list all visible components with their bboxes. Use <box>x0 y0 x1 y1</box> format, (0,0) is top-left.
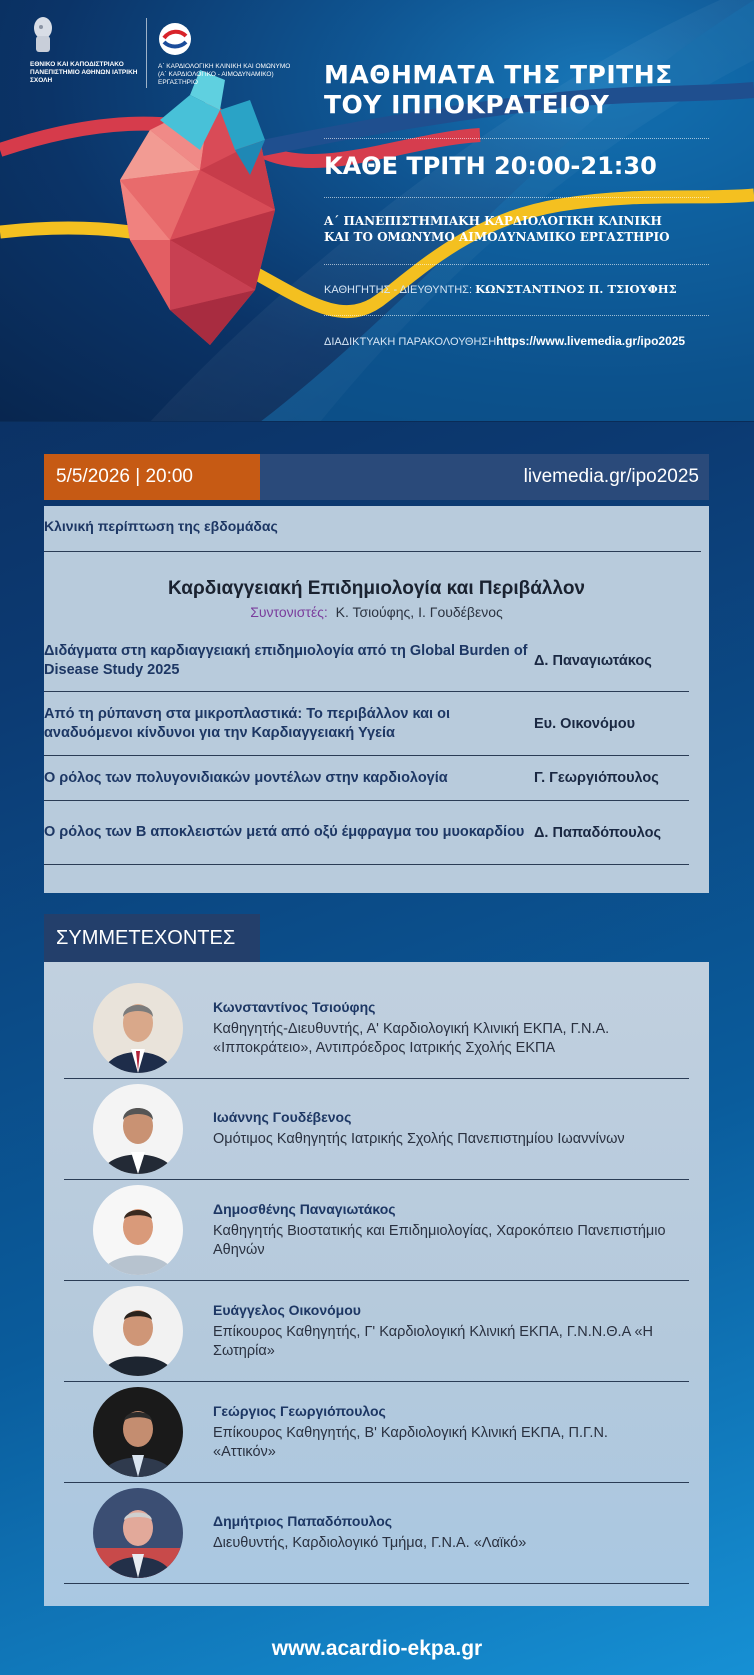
participant-name: Δημοσθένης Παναγιωτάκος <box>213 1200 396 1217</box>
talk-title: Ο ρόλος των πολυγονιδιακών μοντέλων στην καρδιολογία <box>44 769 448 786</box>
talk-speaker: Δ. Παπαδόπουλος <box>534 824 662 841</box>
participant-card <box>64 1483 689 1584</box>
participant-name: Γεώργιος Γεωργιόπουλος <box>213 1402 386 1419</box>
participant-card <box>64 1180 689 1281</box>
participant-card <box>64 978 689 1079</box>
talk-row <box>44 630 689 692</box>
participant-role: Καθηγητής Βιοστατικής και Επιδημιολογίας, Χαροκόπειο Πανεπιστήμιο Αθηνών <box>213 1222 666 1258</box>
avatar <box>93 1084 183 1174</box>
participant-role: Επίκουρος Καθηγητής, Β' Καρδιολογική Κλινική ΕΚΠΑ, Π.Γ.Ν. «Αττικόν» <box>213 1424 608 1460</box>
program-section <box>44 454 709 893</box>
logo-divider <box>146 18 147 88</box>
livestream-link[interactable]: https://www.livemedia.gr/ipo2025 <box>496 334 686 348</box>
divider <box>324 138 709 139</box>
talk-list <box>44 630 689 865</box>
participant-name: Κωνσταντίνος Τσιούφης <box>213 998 376 1015</box>
program-header-bar <box>44 454 709 500</box>
talk-title: Ο ρόλος των Β αποκλειστών μετά από οξύ έμφραγμα του μυοκαρδίου <box>44 824 525 840</box>
participant-card <box>64 1079 689 1180</box>
talk-title: Από τη ρύπανση στα μικροπλαστικά: Το περιβάλλον και οι αναδυόμενοι κίνδυνοι για την Καρδιαγγειακή Υγεία <box>44 705 450 741</box>
divider <box>324 264 709 265</box>
clinic-logo-text: Α΄ ΚΑΡΔΙΟΛΟΓΙΚΗ ΚΛΙΝΙΚΗ ΚΑΙ ΟΜΩΝΥΜΟ (Α΄ ΚΑΡΔΙΟΛΟΓΙΚΟ - ΑΙΜΟΔΥΝΑΜΙΚΟ) ΕΡΓΑΣΤΗΡΙΟ <box>158 63 291 86</box>
director: ΚΑΘΗΓΗΤΗΣ - ΔΙΕΥΘΥΝΤΗΣ: ΚΩΝΣΤΑΝΤΙΝΟΣ Π. ΤΣΙΟΥΦΗΣ <box>324 282 677 296</box>
participant-role: Επίκουρος Καθηγητής, Γ' Καρδιολογική Κλινική ΕΚΠΑ, Γ.Ν.Ν.Θ.Α «Η Σωτηρία» <box>213 1323 654 1359</box>
schedule: ΚΑΘΕ ΤΡΙΤΗ 20:00-21:30 <box>324 152 657 180</box>
session-date: 5/5/2026 | 20:00 <box>44 454 260 500</box>
avatar <box>93 1387 183 1477</box>
session-title: Καρδιαγγειακή Επιδημιολογία και Περιβάλλον <box>168 578 585 599</box>
series-title: ΜΑΘΗΜΑΤΑ ΤΗΣ ΤΡΙΤΗΣ ΤΟΥ ΙΠΠΟΚΡΑΤΕΙΟΥ <box>324 60 673 119</box>
talk-row <box>44 756 689 801</box>
participant-card <box>64 1281 689 1382</box>
athena-crest-icon <box>30 16 56 54</box>
talk-speaker: Γ. Γεωργιόπουλος <box>534 770 659 786</box>
university-name: ΕΘΝΙΚΟ ΚΑΙ ΚΑΠΟΔΙΣΤΡΙΑΚΟ ΠΑΝΕΠΙΣΤΗΜΙΟ ΑΘΗΝΩΝ ΙΑΤΡΙΚΗ ΣΧΟΛΗ <box>30 61 138 84</box>
talk-speaker: Δ. Παναγιωτάκος <box>534 652 652 669</box>
clinic-logo <box>158 22 298 87</box>
participant-name: Δημήτριος Παπαδόπουλος <box>213 1513 393 1529</box>
clinic-heart-logo-icon <box>158 22 192 56</box>
avatar <box>93 1488 183 1578</box>
avatar <box>93 983 183 1073</box>
program-body <box>44 506 709 893</box>
talk-row <box>44 801 689 865</box>
talk-speaker: Ευ. Οικονόμου <box>534 715 636 732</box>
participants-heading: ΣΥΜΜΕΤΕΧΟΝΤΕΣ <box>44 914 260 962</box>
heart-shape <box>120 70 275 345</box>
organizer: Α΄ ΠΑΝΕΠΙΣΤΗΜΙΑΚΗ ΚΑΡΔΙΟΛΟΓΙΚΗ ΚΛΙΝΙΚΗ ΚΑΙ ΤΟ ΟΜΩΝΥΜΟ ΑΙΜΟΔΥΝΑΜΙΚΟ ΕΡΓΑΣΤΗΡΙΟ <box>324 214 670 244</box>
participant-role: Ομότιμος Καθηγητής Ιατρικής Σχολής Πανεπιστημίου Ιωαννίνων <box>213 1131 625 1147</box>
website-link[interactable]: www.acardio-ekpa.gr <box>271 1637 483 1660</box>
participant-role: Καθηγητής-Διευθυντής, Α' Καρδιολογική Κλινική ΕΚΠΑ, Γ.Ν.Α. «Ιπποκράτειο», Αντιπρόεδρος Ιατρικής Σχολής ΕΚΠΑ <box>213 1020 610 1056</box>
online-access: ΔΙΑΔΙΚΤΥΑΚΗ ΠΑΡΑΚΟΛΟΥΘΗΣΗhttps://www.livemedia.gr/ipo2025 <box>324 334 686 348</box>
participants-list <box>44 962 709 1606</box>
event-banner <box>0 0 754 422</box>
avatar <box>93 1286 183 1376</box>
divider <box>324 197 709 198</box>
program-url-link[interactable]: livemedia.gr/ipo2025 <box>523 466 699 487</box>
case-of-week: Κλινική περίπτωση της εβδομάδας <box>44 506 701 552</box>
participants-section <box>44 914 709 1606</box>
talk-title: Διδάγματα στη καρδιαγγειακή επιδημιολογία από τη Global Burden of Disease Study 2025 <box>44 642 528 678</box>
participant-role: Διευθυντής, Καρδιολογικό Τμήμα, Γ.Ν.Α. «Λαϊκό» <box>213 1535 527 1551</box>
participant-name: Ιωάννης Γουδέβενος <box>213 1109 352 1125</box>
participant-name: Ευάγγελος Οικονόμου <box>213 1301 361 1318</box>
participant-card <box>64 1382 689 1483</box>
avatar <box>93 1185 183 1275</box>
university-logo <box>30 16 150 85</box>
divider <box>324 315 709 316</box>
coordinators: Συντονιστές: Κ. Τσιούφης, Ι. Γουδέβενος <box>250 604 503 620</box>
talk-row <box>44 692 689 756</box>
